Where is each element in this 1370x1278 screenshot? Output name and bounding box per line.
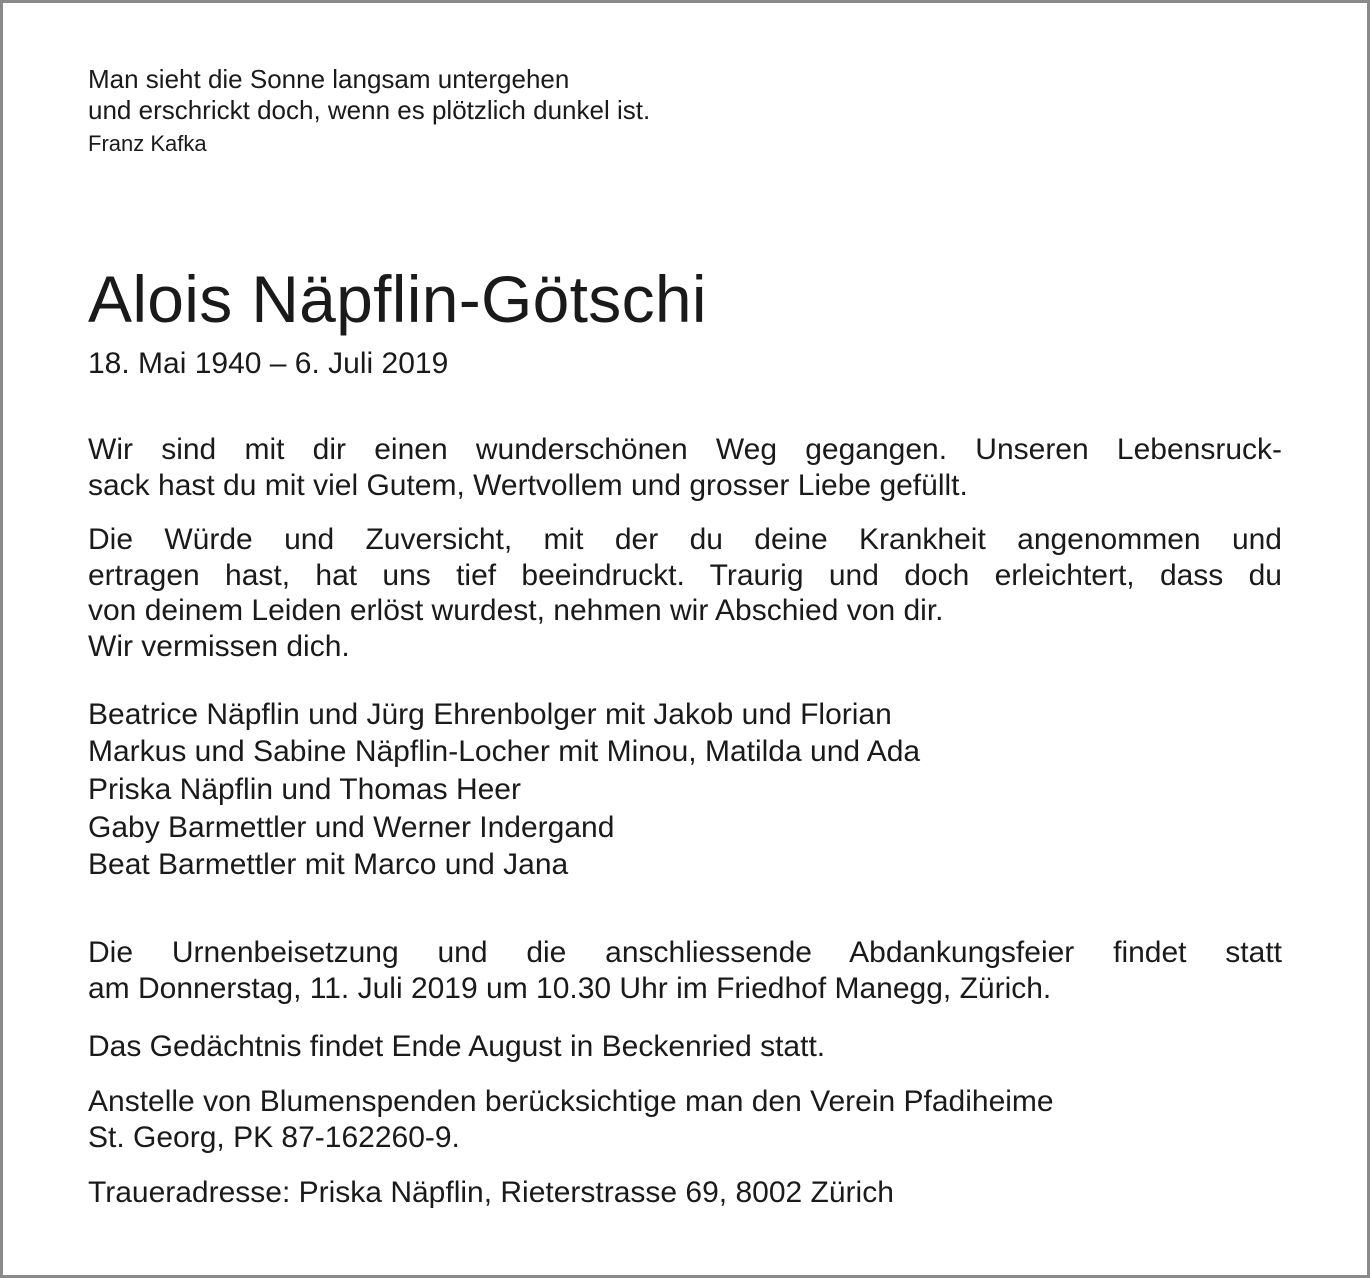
tribute-line: ertragen hast, hat uns tief beeindruckt. Traurig und doch erleichtert, dass du: [88, 559, 1282, 592]
mourner-line: Gaby Barmettler und Werner Indergand: [88, 811, 615, 844]
deceased-name: Alois Näpflin-Götschi: [88, 262, 707, 336]
quote-author: Franz Kafka: [88, 131, 207, 156]
mourning-address: Traueradresse: Priska Näpflin, Rieterstrasse 69, 8002 Zürich: [88, 1176, 894, 1209]
memorial-notice: Das Gedächtnis findet Ende August in Beckenried statt.: [88, 1030, 826, 1063]
ceremony-line: Die Urnenbeisetzung und die anschliessende Abdankungsfeier findet statt: [88, 936, 1282, 969]
tribute-line: sack hast du mit viel Gutem, Wertvollem und grosser Liebe gefüllt.: [88, 469, 968, 502]
quote-line: Man sieht die Sonne langsam untergehen: [88, 64, 570, 94]
tribute-line: Wir sind mit dir einen wunderschönen Weg gegangen. Unseren Lebensruck-: [88, 433, 1282, 466]
tribute-line: Die Würde und Zuversicht, mit der du deine Krankheit angenommen und: [88, 523, 1282, 556]
tribute-line: Wir vermissen dich.: [88, 630, 350, 663]
donation-line: Anstelle von Blumenspenden berücksichtige man den Verein Pfadiheime: [88, 1085, 1054, 1118]
mourner-line: Beat Barmettler mit Marco und Jana: [88, 848, 569, 881]
mourner-line: Priska Näpflin und Thomas Heer: [88, 773, 521, 806]
ceremony-line: am Donnerstag, 11. Juli 2019 um 10.30 Uhr im Friedhof Manegg, Zürich.: [88, 972, 1052, 1005]
donation-line: St. Georg, PK 87-162260-9.: [88, 1121, 460, 1154]
mourner-line: Markus und Sabine Näpflin-Locher mit Minou, Matilda und Ada: [88, 735, 921, 768]
quote-line: und erschrickt doch, wenn es plötzlich dunkel ist.: [88, 95, 651, 125]
tribute-line: von deinem Leiden erlöst wurdest, nehmen wir Abschied von dir.: [88, 594, 944, 627]
mourner-line: Beatrice Näpflin und Jürg Ehrenbolger mit Jakob und Florian: [88, 698, 892, 731]
life-dates: 18. Mai 1940 – 6. Juli 2019: [88, 347, 449, 380]
